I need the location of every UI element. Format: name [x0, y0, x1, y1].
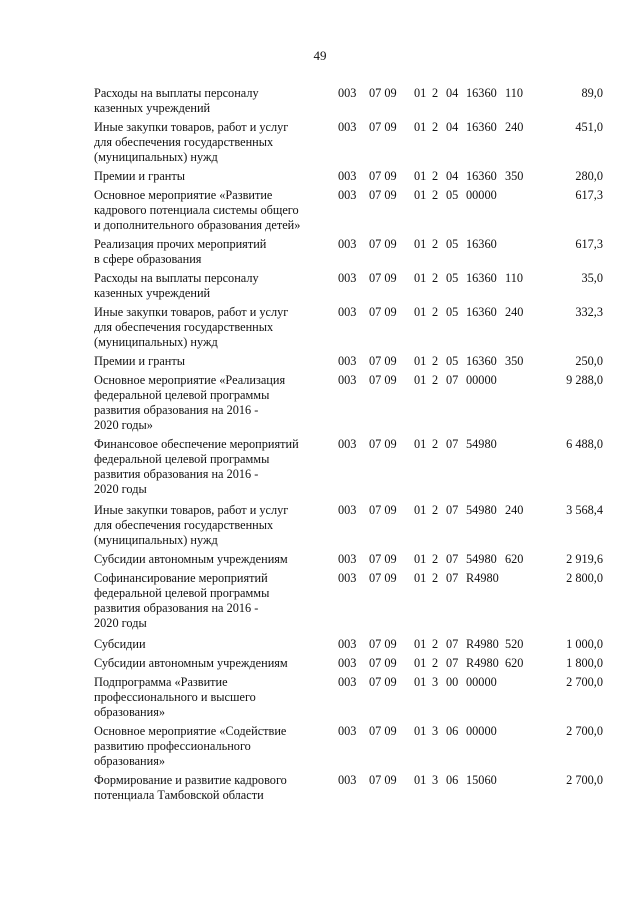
- section-code: 07 09: [369, 724, 397, 738]
- row-description: Расходы на выплаты персоналу казенных учреждений: [94, 271, 259, 300]
- program-code: 01: [414, 437, 427, 451]
- amount: 332,3: [575, 305, 603, 319]
- expense-type-code: 110: [505, 271, 523, 285]
- section-code: 07 09: [369, 188, 397, 202]
- vsr-code: 003: [338, 271, 357, 285]
- vsr-code: 003: [338, 237, 357, 251]
- section-code: 07 09: [369, 271, 397, 285]
- table-row: [0, 773, 640, 807]
- amount: 6 488,0: [566, 437, 603, 451]
- subprogram-code: 2: [432, 120, 439, 134]
- row-description: Иные закупки товаров, работ и услуг для обеспечения государственных (муниципальных) нужд: [94, 503, 289, 547]
- expense-code: 16360: [466, 169, 497, 183]
- section-code: 07 09: [369, 354, 397, 368]
- subprogram-code: 2: [432, 637, 439, 651]
- vsr-code: 003: [338, 120, 357, 134]
- amount: 2 700,0: [566, 773, 603, 787]
- vsr-code: 003: [338, 656, 357, 670]
- table-row: [0, 237, 640, 271]
- section-code: 07 09: [369, 373, 397, 387]
- expense-code: 16360: [466, 354, 497, 368]
- program-code: 01: [414, 675, 427, 689]
- direction-code: 04: [446, 120, 459, 134]
- direction-code: 05: [446, 305, 459, 319]
- expense-type-code: 240: [505, 120, 524, 134]
- row-description: Субсидии: [94, 637, 146, 651]
- amount: 617,3: [575, 188, 603, 202]
- subprogram-code: 2: [432, 503, 439, 517]
- subprogram-code: 2: [432, 571, 439, 585]
- table-row: [0, 656, 640, 675]
- section-code: 07 09: [369, 86, 397, 100]
- expense-code: R4980: [466, 637, 499, 651]
- direction-code: 05: [446, 354, 459, 368]
- program-code: 01: [414, 237, 427, 251]
- row-description: Премии и гранты: [94, 354, 186, 368]
- subprogram-code: 2: [432, 271, 439, 285]
- vsr-code: 003: [338, 503, 357, 517]
- table-row: [0, 86, 640, 120]
- program-code: 01: [414, 188, 427, 202]
- section-code: 07 09: [369, 503, 397, 517]
- section-code: 07 09: [369, 571, 397, 585]
- amount: 35,0: [581, 271, 603, 285]
- section-code: 07 09: [369, 237, 397, 251]
- direction-code: 07: [446, 503, 459, 517]
- expense-code: R4980: [466, 656, 499, 670]
- table-row: [0, 120, 640, 169]
- direction-code: 06: [446, 773, 459, 787]
- section-code: 07 09: [369, 437, 397, 451]
- expense-code: 54980: [466, 503, 497, 517]
- vsr-code: 003: [338, 373, 357, 387]
- subprogram-code: 3: [432, 773, 439, 787]
- direction-code: 07: [446, 552, 459, 566]
- expense-code: 16360: [466, 120, 497, 134]
- row-description: Субсидии автономным учреждениям: [94, 656, 288, 670]
- row-description: Основное мероприятие «Развитие кадрового потенциала системы общего и дополнительного образования детей»: [94, 188, 301, 232]
- expense-code: 00000: [466, 675, 497, 689]
- program-code: 01: [414, 373, 427, 387]
- expense-code: 16360: [466, 86, 497, 100]
- vsr-code: 003: [338, 571, 357, 585]
- page-number: 49: [313, 48, 327, 63]
- direction-code: 05: [446, 237, 459, 251]
- expense-code: 00000: [466, 373, 497, 387]
- row-description: Иные закупки товаров, работ и услуг для обеспечения государственных (муниципальных) нужд: [94, 120, 289, 164]
- table-row: [0, 373, 640, 437]
- expense-code: 16360: [466, 271, 497, 285]
- program-code: 01: [414, 354, 427, 368]
- amount: 617,3: [575, 237, 603, 251]
- amount: 2 700,0: [566, 675, 603, 689]
- row-description: Подпрограмма «Развитие профессионального и высшего образования»: [94, 675, 256, 719]
- section-code: 07 09: [369, 637, 397, 651]
- table-row: [0, 571, 640, 637]
- table-row: [0, 675, 640, 724]
- direction-code: 07: [446, 373, 459, 387]
- program-code: 01: [414, 271, 427, 285]
- expense-type-code: 350: [505, 354, 524, 368]
- row-description: Расходы на выплаты персоналу казенных учреждений: [94, 86, 259, 115]
- amount: 280,0: [575, 169, 603, 183]
- budget-table: [0, 86, 640, 807]
- section-code: 07 09: [369, 169, 397, 183]
- direction-code: 07: [446, 437, 459, 451]
- program-code: 01: [414, 552, 427, 566]
- amount: 2 919,6: [566, 552, 603, 566]
- table-row: [0, 503, 640, 552]
- program-code: 01: [414, 169, 427, 183]
- vsr-code: 003: [338, 169, 357, 183]
- direction-code: 04: [446, 86, 459, 100]
- amount: 89,0: [581, 86, 603, 100]
- table-row: [0, 169, 640, 188]
- amount: 9 288,0: [566, 373, 603, 387]
- amount: 250,0: [575, 354, 603, 368]
- section-code: 07 09: [369, 656, 397, 670]
- table-row: [0, 188, 640, 237]
- expense-code: 00000: [466, 724, 497, 738]
- vsr-code: 003: [338, 86, 357, 100]
- expense-type-code: 240: [505, 503, 524, 517]
- vsr-code: 003: [338, 675, 357, 689]
- expense-type-code: 110: [505, 86, 523, 100]
- expense-code: 54980: [466, 552, 497, 566]
- direction-code: 04: [446, 169, 459, 183]
- expense-code: 15060: [466, 773, 497, 787]
- direction-code: 05: [446, 271, 459, 285]
- subprogram-code: 2: [432, 188, 439, 202]
- table-row: [0, 637, 640, 656]
- row-description: Софинансирование мероприятий федеральной целевой программы развития образования на 2016 - 2020 годы: [94, 571, 270, 630]
- subprogram-code: 3: [432, 724, 439, 738]
- row-description: Субсидии автономным учреждениям: [94, 552, 288, 566]
- program-code: 01: [414, 656, 427, 670]
- subprogram-code: 2: [432, 169, 439, 183]
- direction-code: 07: [446, 571, 459, 585]
- table-row: [0, 271, 640, 305]
- table-row: [0, 552, 640, 571]
- vsr-code: 003: [338, 773, 357, 787]
- table-row: [0, 724, 640, 773]
- subprogram-code: 3: [432, 675, 439, 689]
- section-code: 07 09: [369, 120, 397, 134]
- row-description: Премии и гранты: [94, 169, 186, 183]
- program-code: 01: [414, 571, 427, 585]
- vsr-code: 003: [338, 552, 357, 566]
- expense-type-code: 620: [505, 552, 524, 566]
- section-code: 07 09: [369, 305, 397, 319]
- row-description: Реализация прочих мероприятий в сфере образования: [94, 237, 267, 266]
- vsr-code: 003: [338, 637, 357, 651]
- row-description: Формирование и развитие кадрового потенциала Тамбовской области: [94, 773, 287, 802]
- amount: 1 800,0: [566, 656, 603, 670]
- section-code: 07 09: [369, 675, 397, 689]
- vsr-code: 003: [338, 188, 357, 202]
- expense-code: 16360: [466, 237, 497, 251]
- program-code: 01: [414, 724, 427, 738]
- expense-type-code: 520: [505, 637, 524, 651]
- expense-type-code: 350: [505, 169, 524, 183]
- direction-code: 07: [446, 637, 459, 651]
- program-code: 01: [414, 305, 427, 319]
- program-code: 01: [414, 120, 427, 134]
- vsr-code: 003: [338, 305, 357, 319]
- section-code: 07 09: [369, 552, 397, 566]
- row-description: Основное мероприятие «Содействие развитию профессионального образования»: [94, 724, 287, 768]
- row-description: Иные закупки товаров, работ и услуг для обеспечения государственных (муниципальных) нужд: [94, 305, 289, 349]
- expense-type-code: 620: [505, 656, 524, 670]
- subprogram-code: 2: [432, 656, 439, 670]
- row-description: Основное мероприятие «Реализация федеральной целевой программы развития образования на 2016 - 2020 годы»: [94, 373, 286, 432]
- expense-code: R4980: [466, 571, 499, 585]
- section-code: 07 09: [369, 773, 397, 787]
- table-row: [0, 437, 640, 503]
- program-code: 01: [414, 503, 427, 517]
- vsr-code: 003: [338, 724, 357, 738]
- program-code: 01: [414, 86, 427, 100]
- subprogram-code: 2: [432, 354, 439, 368]
- vsr-code: 003: [338, 354, 357, 368]
- subprogram-code: 2: [432, 373, 439, 387]
- program-code: 01: [414, 637, 427, 651]
- table-row: [0, 354, 640, 373]
- table-row: [0, 305, 640, 354]
- expense-code: 54980: [466, 437, 497, 451]
- amount: 3 568,4: [566, 503, 603, 517]
- direction-code: 07: [446, 656, 459, 670]
- amount: 2 800,0: [566, 571, 603, 585]
- subprogram-code: 2: [432, 552, 439, 566]
- expense-code: 16360: [466, 305, 497, 319]
- amount: 1 000,0: [566, 637, 603, 651]
- subprogram-code: 2: [432, 437, 439, 451]
- subprogram-code: 2: [432, 86, 439, 100]
- row-description: Финансовое обеспечение мероприятий федеральной целевой программы развития образования на 2016 - 2020 годы: [94, 437, 299, 496]
- vsr-code: 003: [338, 437, 357, 451]
- direction-code: 05: [446, 188, 459, 202]
- subprogram-code: 2: [432, 237, 439, 251]
- amount: 451,0: [575, 120, 603, 134]
- expense-type-code: 240: [505, 305, 524, 319]
- program-code: 01: [414, 773, 427, 787]
- expense-code: 00000: [466, 188, 497, 202]
- subprogram-code: 2: [432, 305, 439, 319]
- direction-code: 06: [446, 724, 459, 738]
- amount: 2 700,0: [566, 724, 603, 738]
- direction-code: 00: [446, 675, 459, 689]
